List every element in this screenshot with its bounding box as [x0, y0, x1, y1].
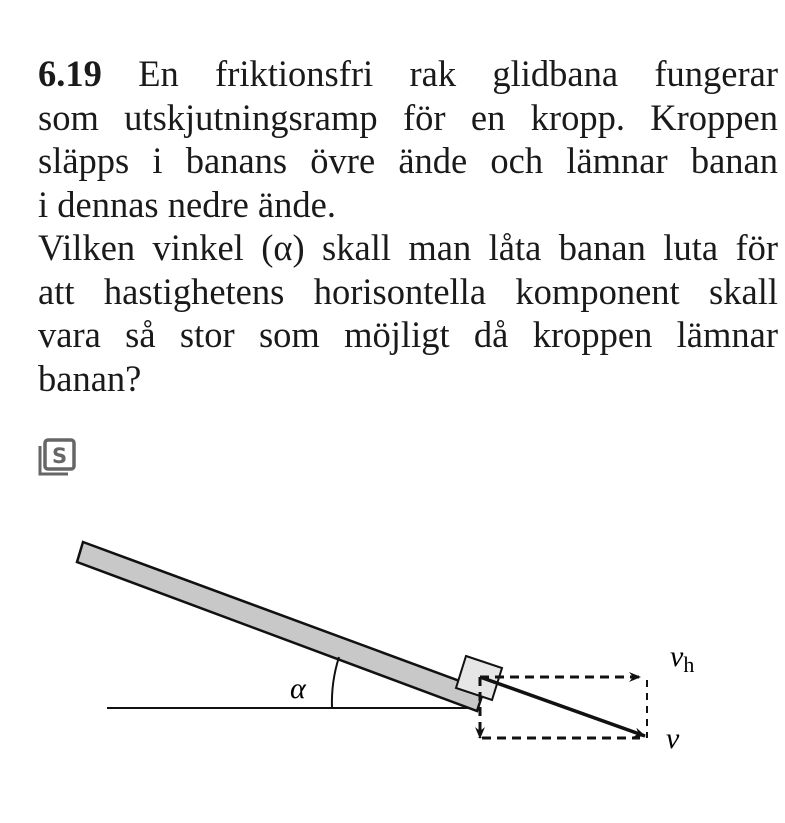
problem-line-7: vara så stor som möjligt då kroppen lämnar	[38, 314, 778, 355]
problem-line-5: Vilken vinkel (α) skall man låta banan luta för	[38, 227, 778, 268]
ramp-diagram	[0, 500, 785, 800]
problem-number: 6.19	[38, 53, 102, 94]
problem-line-8: banan?	[38, 357, 142, 399]
problem-line-6: att hastighetens horisontella komponent skall	[38, 270, 778, 312]
problem-line-1: 6.19 En friktionsfri rak glidbana fungerar	[38, 53, 778, 94]
problem-line-3: släpps i banans övre ände och lämnar banan	[38, 140, 778, 181]
v-arrow	[480, 677, 645, 736]
v-label: v	[666, 722, 680, 755]
ramp	[77, 542, 484, 711]
solution-icon[interactable]	[36, 436, 78, 478]
angle-label: α	[290, 672, 306, 705]
problem-line-4: i dennas nedre ände.	[38, 183, 336, 225]
svg-text:S: S	[51, 444, 68, 468]
vh-label: $v_h$	[670, 640, 695, 677]
problem-line-2: som utskjutningsramp för en kropp. Kroppen	[38, 96, 778, 138]
problem-text	[38, 52, 778, 400]
angle-arc	[332, 657, 339, 708]
